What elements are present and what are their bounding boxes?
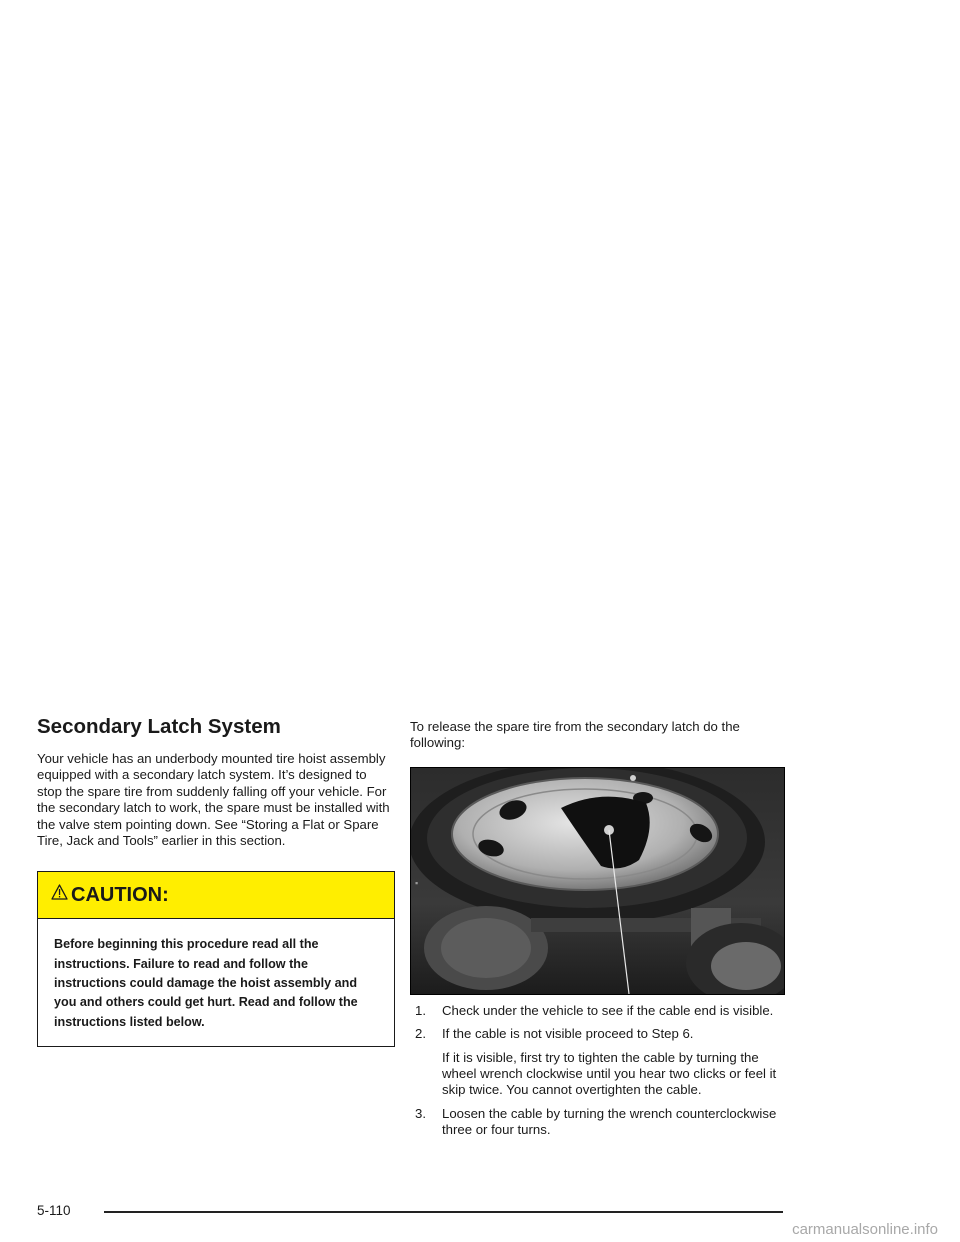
procedure-intro: To release the spare tire from the secondary latch do the following:: [410, 719, 740, 751]
footer-rule: [104, 1211, 783, 1213]
step-subtext: If it is visible, first try to tighten the cable by turning the wheel wrench clockwise until you hear two clicks or feel it skip twice. You cannot overtighten the cable.: [442, 1049, 777, 1098]
caution-text: Before beginning this procedure read all the instructions. Failure to read and follow the instructions could damage the hoist assembly and you and others could get hurt. Read and follow the instructions listed below.: [54, 937, 358, 1029]
caution-header: [38, 872, 394, 919]
warning-triangle-icon: [51, 884, 68, 900]
spare-tire-photo: [410, 767, 785, 995]
watermark: carmanualsonline.info: [792, 1221, 938, 1238]
step-number: 1.: [415, 1002, 426, 1018]
caution-box: [37, 871, 395, 1046]
list-item: [410, 1106, 785, 1139]
svg-text:▪: ▪: [415, 877, 419, 888]
section-title: Secondary Latch System: [37, 715, 281, 738]
list-item: [410, 1003, 785, 1019]
left-column: [37, 715, 395, 1047]
step-text: Check under the vehicle to see if the cable end is visible.: [442, 1002, 774, 1018]
step-number: 3.: [415, 1105, 426, 1121]
list-item: [410, 1026, 785, 1099]
page-number: 5-110: [37, 1203, 71, 1218]
intro-paragraph: Your vehicle has an underbody mounted tire hoist assembly equipped with a secondary latch system. It’s designed to stop the spare tire from suddenly falling off your vehicle. For the secondary latch to work, the spare must be installed with the valve stem pointing down. See “Storing a Flat or Spare Tire, Jack and Tools” earlier in this section.: [37, 751, 390, 849]
step-text: Loosen the cable by turning the wrench counterclockwise three or four turns.: [442, 1105, 777, 1138]
steps-list: [410, 1003, 785, 1139]
right-column: [410, 719, 785, 1146]
caution-title: CAUTION:: [71, 884, 169, 907]
step-number: 2.: [415, 1026, 426, 1042]
step-text: If the cable is not visible proceed to Step 6.: [442, 1026, 694, 1042]
